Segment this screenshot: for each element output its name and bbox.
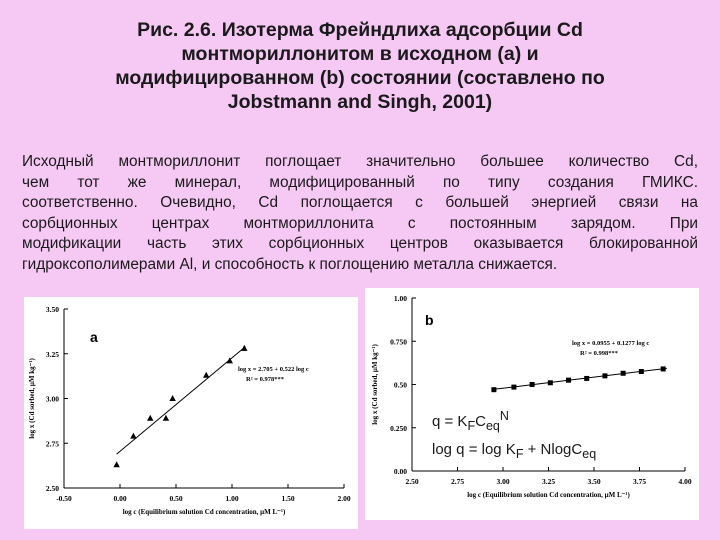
- data-point: [661, 366, 666, 371]
- paragraph-line: Исходный монтмориллонит поглощает значительно большее количество Cd,: [22, 153, 698, 170]
- y-tick-label: 3.50: [45, 305, 59, 314]
- formula-sub: eq: [485, 419, 500, 433]
- title-line: Рис. 2.6. Изотерма Фрейндлиха адсорбции Cd: [137, 19, 583, 41]
- formula-text: C: [571, 441, 583, 458]
- y-tick-label: 2.75: [45, 439, 59, 449]
- x-tick-label: 0.50: [169, 494, 183, 503]
- data-point: [241, 345, 247, 351]
- data-point: [530, 382, 535, 387]
- panel-label: a: [90, 329, 98, 345]
- y-tick-label: 0.250: [390, 423, 407, 433]
- paragraph-line: чем тот же минерал, модифицированный по типу создания ГМИКС.: [22, 173, 698, 191]
- chart-a-svg: [24, 297, 358, 529]
- x-axis-label: log c (Equilibrium solution Cd concentration, μM L⁻¹): [122, 508, 286, 516]
- data-point: [566, 378, 571, 383]
- data-point: [584, 376, 589, 381]
- x-axis-label: log c (Equilibrium solution Cd concentration, μM L⁻¹): [467, 491, 630, 499]
- y-tick-label: 0.00: [393, 467, 407, 476]
- x-tick-label: 3.25: [541, 477, 556, 486]
- r-squared-label: R² = 0.998***: [580, 350, 618, 357]
- y-tick-label: 1.00: [393, 294, 407, 303]
- formula-text: q = K: [432, 413, 468, 430]
- data-point: [113, 461, 119, 467]
- x-tick-label: 2.50: [405, 477, 419, 486]
- chart-b-panel: [365, 288, 699, 520]
- freundlich-log-equation: [432, 441, 596, 461]
- x-tick-label: 2.75: [450, 477, 465, 486]
- paragraph-line: модификации часть этих сорбционных центров оказывается блокированной: [22, 235, 698, 252]
- formula-sub: eq: [582, 447, 597, 461]
- freundlich-equation: [432, 409, 509, 433]
- x-tick-label: 3.50: [587, 477, 601, 486]
- x-tick-label: 2.00: [337, 494, 351, 503]
- formula-sub: F: [467, 419, 476, 433]
- formula-text: C: [475, 413, 486, 430]
- description-paragraph: [22, 152, 698, 275]
- r-squared-label: R² = 0.978***: [246, 376, 284, 383]
- panel-label: b: [425, 312, 434, 328]
- chart-b-svg: [365, 288, 699, 520]
- data-point: [639, 369, 644, 374]
- formula-sup: N: [499, 409, 509, 423]
- data-point: [130, 433, 136, 439]
- x-tick-label: 3.00: [496, 477, 510, 486]
- regression-equation: log x = 0.0955 + 0.1277 log c: [572, 340, 650, 347]
- y-axis-label: log x (Cd sorbed, μM kg⁻¹): [371, 344, 379, 425]
- y-tick-label: 3.25: [45, 349, 59, 359]
- x-tick-label: -0.50: [56, 494, 72, 503]
- regression-equation: log x = 2.705 + 0.522 log c: [238, 366, 309, 373]
- title-line: модифицированном (b) состоянии (составлено по: [115, 67, 605, 89]
- title-line: Jobstmann and Singh, 2001): [227, 91, 493, 113]
- title-line: монтмориллонитом в исходном (a) и: [181, 43, 539, 65]
- formula-text: log q = log K: [432, 441, 516, 458]
- paragraph-line: сорбционных центрах монтмориллонита с постоянным зарядом. При: [22, 214, 698, 232]
- y-tick-label: 3.00: [45, 394, 59, 404]
- data-point: [511, 385, 516, 390]
- data-point: [203, 372, 209, 378]
- y-tick-label: 0.750: [390, 337, 407, 347]
- chart-a-panel: [24, 297, 358, 529]
- data-point: [602, 373, 607, 378]
- paragraph-line: гидроксополимерами Al, и способность к поглощению металла снижается.: [22, 255, 558, 273]
- paragraph-line: соответственно. Очевидно, Cd поглощается с большей энергией связи на: [22, 194, 698, 211]
- x-tick-label: 1.00: [225, 494, 239, 503]
- x-tick-label: 3.75: [632, 477, 647, 486]
- data-point: [169, 395, 175, 401]
- data-point: [548, 380, 553, 385]
- data-point: [163, 415, 169, 421]
- data-point: [147, 415, 153, 421]
- data-point: [621, 371, 626, 376]
- x-tick-label: 4.00: [678, 477, 692, 486]
- x-tick-label: 0.00: [113, 494, 127, 503]
- y-tick-label: 0.50: [393, 380, 407, 390]
- data-point: [491, 387, 496, 392]
- y-tick-label: 2.50: [45, 484, 59, 493]
- x-tick-label: 1.50: [281, 494, 295, 503]
- y-axis-label: log x (Cd sorbed, μM kg⁻¹): [28, 358, 36, 439]
- formula-sub: F: [515, 447, 524, 461]
- formula-text: + Nlog: [523, 441, 572, 458]
- slide-title: [20, 18, 700, 114]
